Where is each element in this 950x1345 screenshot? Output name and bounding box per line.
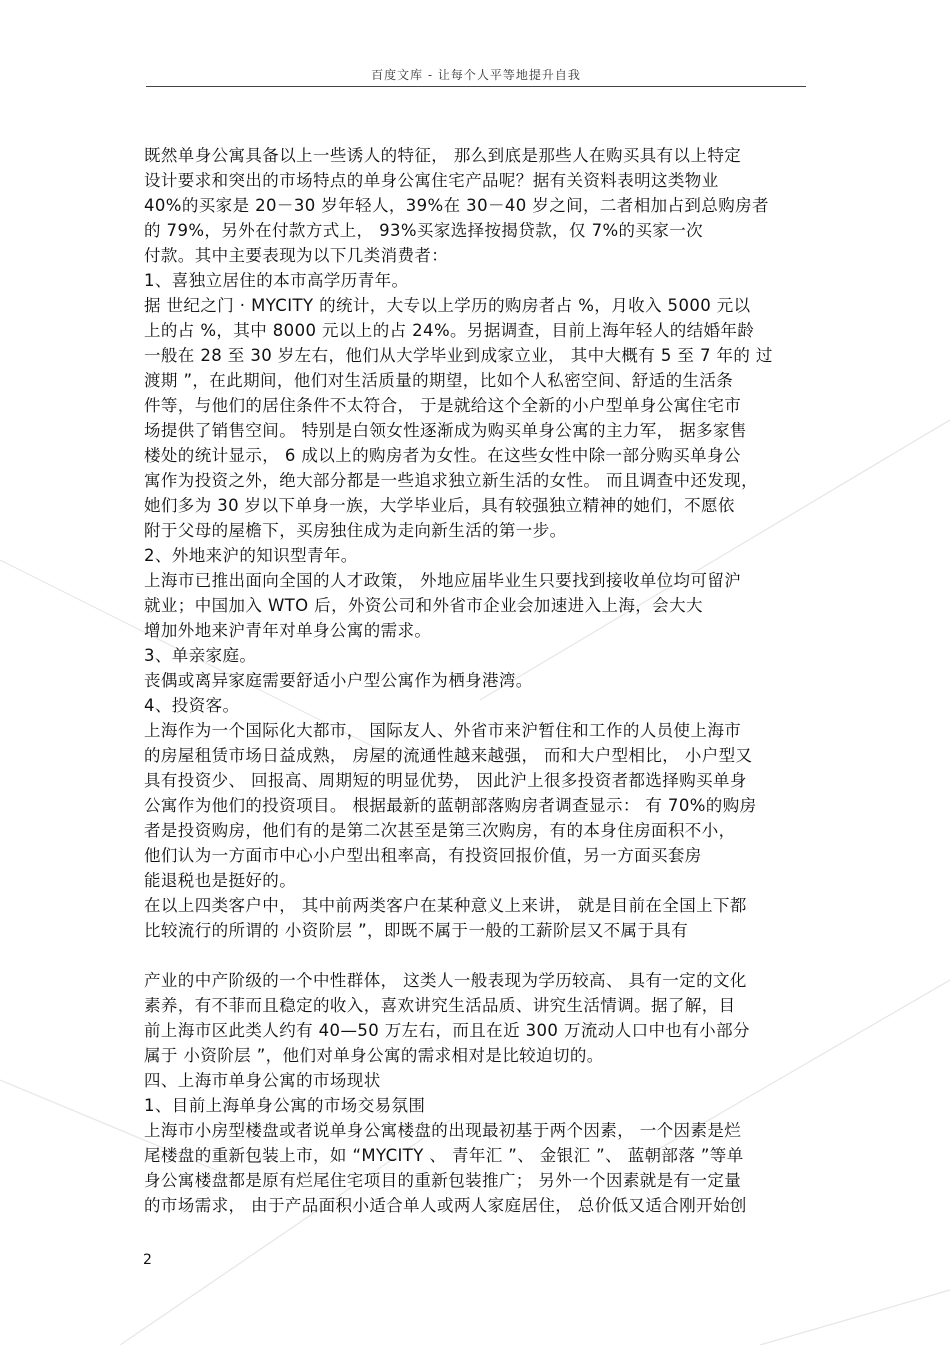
text-line: 设计要求和突出的市场特点的单身公寓住宅产品呢？据有关资料表明这类物业: [144, 171, 719, 190]
text-line: 增加外地来沪青年对单身公寓的需求。: [144, 621, 432, 640]
text-line: 上的占 %，其中 8000 元以上的占 24%。另据调查，目前上海年轻人的结婚年龄: [144, 321, 755, 340]
text-line: 比较流行的所谓的 小资阶层 ”，即既不属于一般的工薪阶层又不属于具有: [144, 921, 689, 940]
text-line: 身公寓楼盘都是原有烂尾住宅项目的重新包装推广； 另外一个因素就是有一定量: [144, 1171, 742, 1190]
text-line: 尾楼盘的重新包装上市，如 “MYCITY 、 青年汇 ”、 金银汇 ”、 蓝朝部落 ”等单: [144, 1146, 744, 1165]
text-line: 能退税也是挺好的。: [144, 871, 297, 890]
text-line: 一般在 28 至 30 岁左右，他们从大学毕业到成家立业， 其中大概有 5 至 7 年的 过: [144, 346, 773, 365]
text-line: 就业；中国加入 WTO 后，外资公司和外省市企业会加速进入上海，会大大: [144, 596, 703, 615]
text-line: 据 世纪之门 · MYCITY 的统计，大专以上学历的购房者占 %，月收入 5000 元以: [144, 296, 751, 315]
text-line: 楼处的统计显示， 6 成以上的购房者为女性。在这些女性中除一部分购买单身公: [144, 446, 741, 465]
text-line: 她们多为 30 岁以下单身一族，大学毕业后，具有较强独立精神的她们，不愿依: [144, 496, 735, 515]
text-line: 3、单亲家庭。: [144, 646, 257, 665]
text-line: 渡期 ”，在此期间，他们对生活质量的期望，比如个人私密空间、舒适的生活条: [144, 371, 734, 390]
text-line: 4、投资客。: [144, 696, 240, 715]
text-line: 寓作为投资之外，绝大部分都是一些追求独立新生活的女性。 而且调查中还发现，: [144, 471, 759, 490]
text-line: 产业的中产阶级的一个中性群体， 这类人一般表现为学历较高、 具有一定的文化: [144, 971, 747, 990]
page-number: 2: [143, 1252, 152, 1268]
text-line: 前上海市区此类人约有 40—50 万左右，而且在近 300 万流动人口中也有小部分: [144, 1021, 750, 1040]
text-line: 的市场需求， 由于产品面积小适合单人或两人家庭居住， 总价低又适合刚开始创: [144, 1196, 747, 1215]
text-line: 附于父母的屋檐下，买房独住成为走向新生活的第一步。: [144, 521, 567, 540]
text-line: 2、外地来沪的知识型青年。: [144, 546, 358, 565]
text-line: 公寓作为他们的投资项目。 根据最新的蓝朝部落购房者调查显示： 有 70%的购房: [144, 796, 757, 815]
text-line: 在以上四类客户中， 其中前两类客户在某种意义上来讲， 就是目前在全国上下都: [144, 896, 747, 915]
text-line: 上海市已推出面向全国的人才政策， 外地应届毕业生只要找到接收单位均可留沪: [144, 571, 742, 590]
text-line: 件等，与他们的居住条件不太符合， 于是就给这个全新的小户型单身公寓住宅市: [144, 396, 742, 415]
text-line: 付款。其中主要表现为以下几类消费者：: [144, 246, 449, 265]
text-line: 的 79%，另外在付款方式上， 93%买家选择按揭贷款，仅 7%的买家一次: [144, 221, 704, 240]
text-line: 上海作为一个国际化大都市， 国际友人、外省市来沪暂住和工作的人员使上海市: [144, 721, 742, 740]
text-line: 者是投资购房，他们有的是第二次甚至是第三次购房，有的本身住房面积不小，: [144, 821, 736, 840]
text-line: 丧偶或离异家庭需要舒适小户型公寓作为栖身港湾。: [144, 671, 533, 690]
text-line: 1、喜独立居住的本市高学历青年。: [144, 271, 409, 290]
text-line: 上海市小房型楼盘或者说单身公寓楼盘的出现最初基于两个因素， 一个因素是烂: [144, 1121, 742, 1140]
document-body: [144, 143, 814, 1218]
text-line: 素养，有不菲而且稳定的收入，喜欢讲究生活品质、讲究生活情调。据了解，目: [144, 996, 736, 1015]
text-line: 属于 小资阶层 ”，他们对单身公寓的需求相对是比较迫切的。: [144, 1046, 604, 1065]
text-line: 他们认为一方面市中心小户型出租率高，有投资回报价值，另一方面买套房: [144, 846, 702, 865]
text-line: 40%的买家是 20－30 岁年轻人，39%在 30－40 岁之间，二者相加占到总购房者: [144, 196, 769, 215]
header-divider: [146, 86, 806, 87]
text-line: 1、目前上海单身公寓的市场交易氛围: [144, 1096, 426, 1115]
text-line: 场提供了销售空间。 特别是白领女性逐渐成为购买单身公寓的主力军， 据多家售: [144, 421, 747, 440]
text-line: 具有投资少、 回报高、周期短的明显优势， 因此沪上很多投资者都选择购买单身: [144, 771, 747, 790]
page-header: 百度文库 - 让每个人平等地提升自我: [371, 68, 581, 82]
text-line: 四、上海市单身公寓的市场现状: [144, 1071, 381, 1090]
text-line: 的房屋租赁市场日益成熟， 房屋的流通性越来越强， 而和大户型相比， 小户型又: [144, 746, 753, 765]
text-line: 既然单身公寓具备以上一些诱人的特征， 那么到底是那些人在购买具有以上特定: [144, 146, 742, 165]
